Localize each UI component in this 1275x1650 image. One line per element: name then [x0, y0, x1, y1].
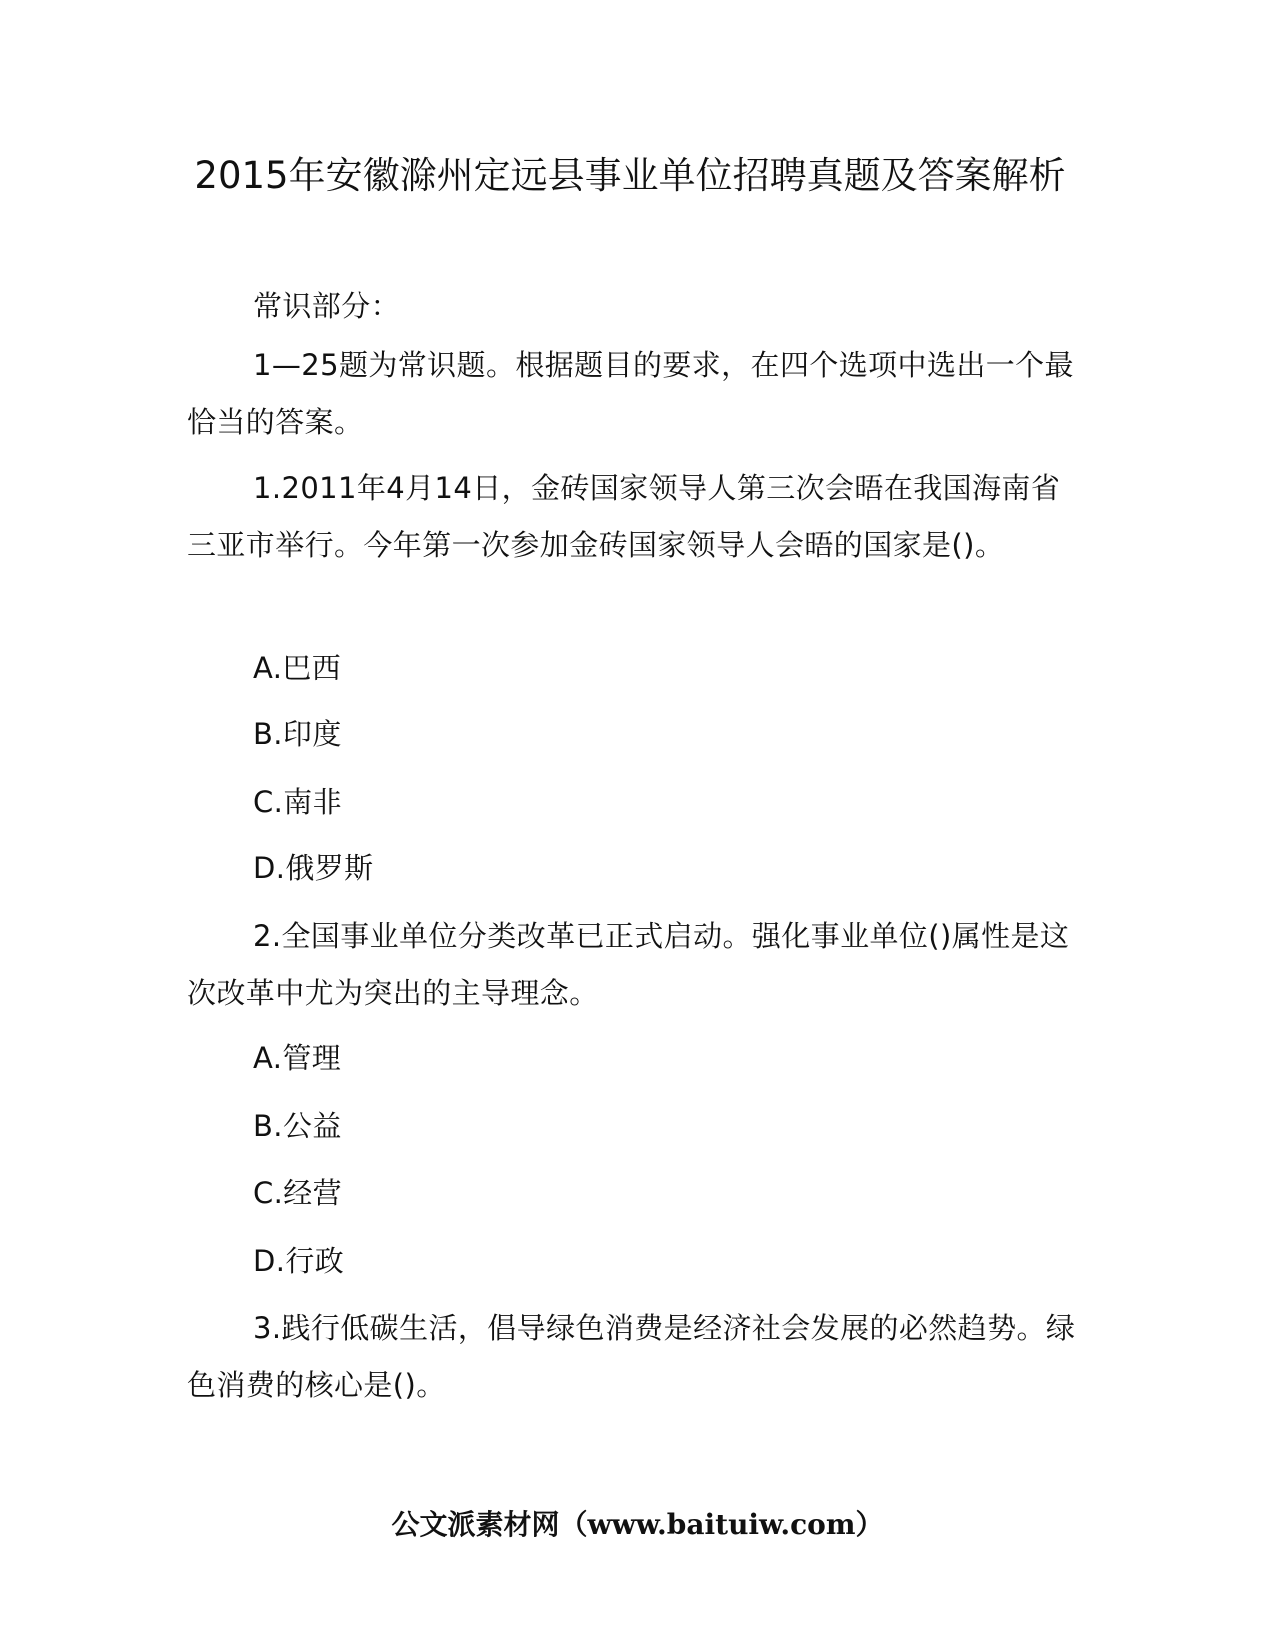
question-1-option-d: D.俄罗斯 [253, 851, 374, 885]
question-2-option-a: A.管理 [253, 1041, 342, 1075]
section-heading: 常识部分： [253, 289, 401, 323]
question-2-option-d: D.行政 [253, 1244, 345, 1278]
question-1-option-b: B.印度 [253, 717, 342, 751]
question-2-option-c: C.经营 [253, 1176, 343, 1210]
document-title: 2015年安徽滁州定远县事业单位招聘真题及答案解析 [194, 154, 1066, 197]
question-2-text: 2.全国事业单位分类改革已正式启动。强化事业单位()属性是这次改革中尤为突出的主导理念。 [187, 919, 1070, 1010]
question-2-option-b: B.公益 [253, 1109, 342, 1143]
question-1-option-c: C.南非 [253, 785, 343, 819]
instructions-paragraph: 1—25题为常识题。根据题目的要求，在四个选项中选出一个最恰当的答案。 [187, 348, 1074, 439]
footer-watermark: 公文派素材网（www.baituiw.com） [391, 1508, 884, 1541]
question-1-option-a: A.巴西 [253, 651, 342, 685]
question-1-text: 1.2011年4月14日，金砖国家领导人第三次会晤在我国海南省三亚市举行。今年第一次参加金砖国家领导人会晤的国家是()。 [187, 471, 1061, 562]
question-3-text: 3.践行低碳生活，倡导绿色消费是经济社会发展的必然趋势。绿色消费的核心是()。 [187, 1311, 1076, 1402]
